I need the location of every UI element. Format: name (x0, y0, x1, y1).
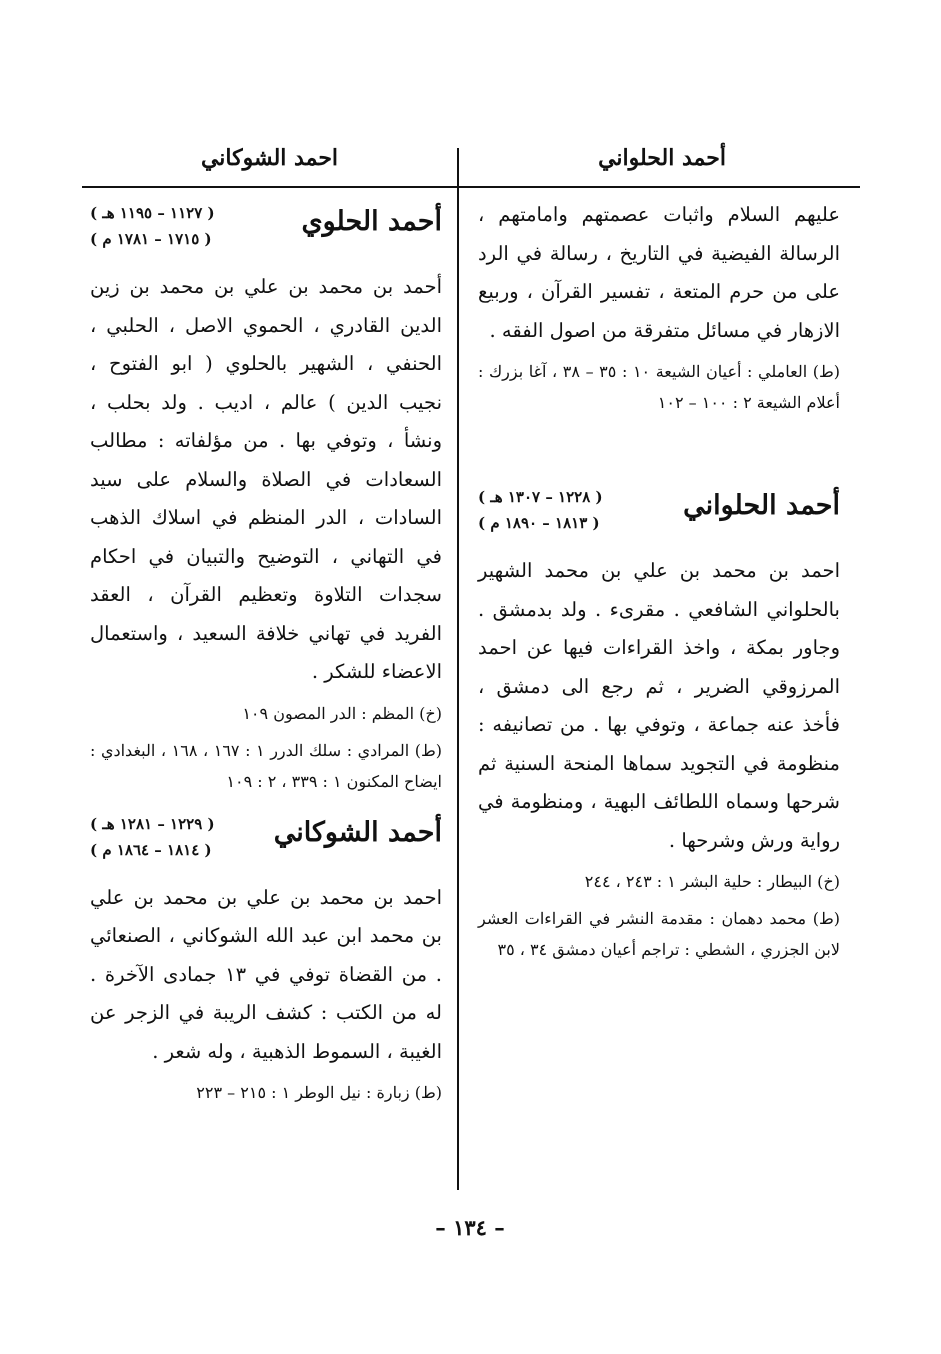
entry-reference-manuscript: (خ) المظم : الدر المصون ١٠٩ (242, 703, 442, 723)
entry-heading-shawkani (90, 807, 442, 879)
dates-hijri: ( ١٢٢٩ – ١٢٨١ هـ ) (90, 814, 215, 833)
entry-body: أحمد بن محمد بن علي بن محمد بن زين الدين القادري ، الحموي الاصل ، الحلبي ، الحنفي ، الشهير بالحلوي ( ابو الفتوح ، نجيب الدين ) عالم ، اديب . ولد بحلب ، ونشأ ، وتوفي بها . من مؤلفاته : مطالب السعادات في الصلاة والسلام على سيد السادات ، الدر المنظم في اسلاك الذهب في التهاني ، التوضيح والتبيان في احكام سجدات التلاوة وتعظيم القرآن ، العقد الفريد في تهاني خلافة السعيد ، واستعمال الاعضاء للشكر . (90, 275, 442, 683)
entry-reference-manuscript: (خ) البيطار : حلية البشر ١ : ٢٤٣ ، ٢٤٤ (584, 872, 840, 891)
left-column (90, 196, 442, 1108)
entry-body: احمد بن محمد بن علي بن محمد الشهير بالحلواني الشافعي . مقرىء . ولد بدمشق . وجاور بمكة ، واخذ القراءات فيها عن احمد المرزوقي الضرير ، ثم رجع الى دمشق ، فأخذ عنه جماعة ، وتوفي بها . من تصانيفه : منظومة في التجويد سماها المنحة السنية ثم شرحها وسماه اللطائف البهية ، ومنظومة في رواية ورش وشرحها . (478, 559, 840, 852)
page-number: – ١٣٤ – (435, 1215, 505, 1240)
entry-name: أحمد الشوكاني (273, 816, 442, 848)
entry-name: أحمد الحلوي (301, 206, 442, 237)
dates-gregorian: ( ١٧١٥ – ١٧٨١ م ) (90, 230, 212, 248)
entry-reference-printed: (ط) المرادي : سلك الدرر ١ : ١٦٧ ، ١٦٨ ، البغدادي : ايضاح المكنون ١ : ٣٣٩ ، ٢ : ١٠٩ (90, 740, 442, 791)
dates-hijri: ( ١١٢٧ – ١١٩٥ هـ ) (90, 204, 215, 222)
running-header-right: أحمد الحلواني (598, 145, 726, 171)
entry-dates (90, 200, 215, 252)
dates-gregorian: ( ١٨١٣ – ١٨٩٠ م ) (478, 514, 600, 532)
header-rule (82, 186, 860, 188)
entry-heading-halawani (478, 480, 840, 552)
entry-dates (478, 484, 603, 536)
running-header-left: احمد الشوكاني (200, 145, 339, 171)
entry-body: احمد بن محمد بن علي بن محمد بن علي بن محمد ابن عبد الله الشوكاني ، الصنعائي . من القضاة توفي في ١٣ جمادى الآخرة . له من الكتب : كشف الريبة في الزجر عن الغيبة ، السموط الذهبية ، وله شعر . (90, 885, 442, 1063)
continuation-reference: (ط) العاملي : أعيان الشيعة ١٠ : ٣٥ – ٣٨ ، آغا بزرك : أعلام الشيعة ٢ : ١٠٠ – ١٠٢ (478, 362, 841, 412)
entry-dates (90, 811, 215, 863)
right-column (478, 196, 840, 965)
continuation-text: عليهم السلام واثبات عصمتهم وامامتهم ، الرسالة الفيضية في التاريخ ، رسالة في الرد على من حرم المتعة ، تفسير القرآن ، وربيع الازهار في مسائل متفرقة من اصول الفقه . (478, 203, 840, 342)
entry-reference-printed: (ط) زبارة : نيل الوطر ١ : ٢١٥ – ٢٢٣ (196, 1083, 442, 1102)
dates-hijri: ( ١٢٢٨ – ١٣٠٧ هـ ) (478, 488, 603, 506)
entry-reference-printed: (ط) محمد دهمان : مقدمة النشر في القراءات العشر لابن الجزري ، الشطي : تراجم أعيان دمشق ٣٤ ، ٣٥ (478, 909, 840, 959)
entry-name: أحمد الحلواني (683, 490, 840, 521)
dates-gregorian: ( ١٨١٤ – ١٨٦٤ م ) (90, 840, 212, 859)
column-divider (457, 148, 459, 1190)
entry-heading-halawi (90, 196, 442, 268)
